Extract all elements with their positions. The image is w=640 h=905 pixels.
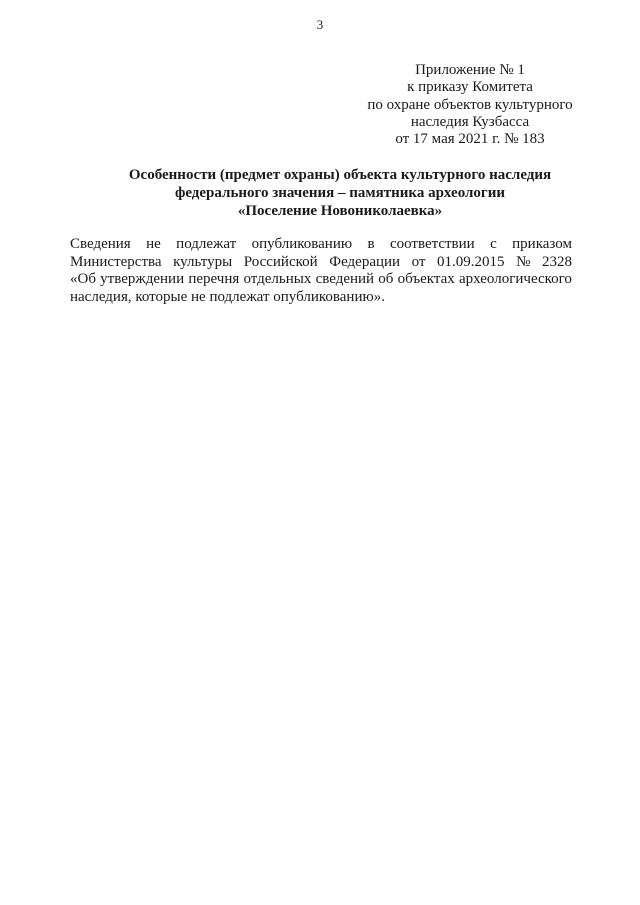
appendix-header <box>350 62 590 148</box>
title-line: Особенности (предмет охраны) объекта культурного наследия <box>128 167 552 183</box>
word: от <box>411 253 426 270</box>
page-number: 3 <box>316 17 324 32</box>
word: сведений <box>315 271 375 287</box>
word: «Об <box>70 271 96 287</box>
document-title <box>70 166 610 220</box>
word: об <box>378 271 394 287</box>
appendix-line: наследия Кузбасса <box>410 113 530 130</box>
body-line: наследия, которые не подлежат опубликованию». <box>70 288 385 305</box>
word: 2328 <box>541 253 572 270</box>
body-paragraph <box>70 236 572 306</box>
word: соответствии <box>389 236 475 252</box>
appendix-line: по охране объектов культурного <box>367 96 573 113</box>
appendix-line: от 17 мая 2021 г. № 183 <box>395 131 545 148</box>
word: 01.09.2015 <box>437 253 505 270</box>
appendix-line: Приложение № 1 <box>415 62 525 78</box>
body-line <box>70 271 572 289</box>
word: опубликованию <box>251 236 353 252</box>
word: перечня <box>188 271 240 287</box>
appendix-line: к приказу Комитета <box>407 79 533 96</box>
word: Федерации <box>329 253 401 270</box>
word: подлежат <box>176 236 237 252</box>
word: с <box>490 236 497 252</box>
word: культуры <box>173 253 233 270</box>
word: Министерства <box>70 253 162 270</box>
word: объектах <box>397 271 455 287</box>
word: Российской <box>243 253 318 270</box>
word: в <box>367 236 375 252</box>
word: археологического <box>458 271 572 287</box>
body-line <box>70 254 572 272</box>
title-line: федерального значения – памятника археологии <box>174 185 506 201</box>
title-line: «Поселение Новониколаевка» <box>237 203 443 219</box>
body-line <box>70 236 572 254</box>
word: не <box>146 236 161 252</box>
word: № <box>516 253 531 270</box>
word: приказом <box>512 236 572 252</box>
word: утверждении <box>100 271 185 287</box>
word: отдельных <box>243 271 312 287</box>
word: Сведения <box>70 236 131 252</box>
